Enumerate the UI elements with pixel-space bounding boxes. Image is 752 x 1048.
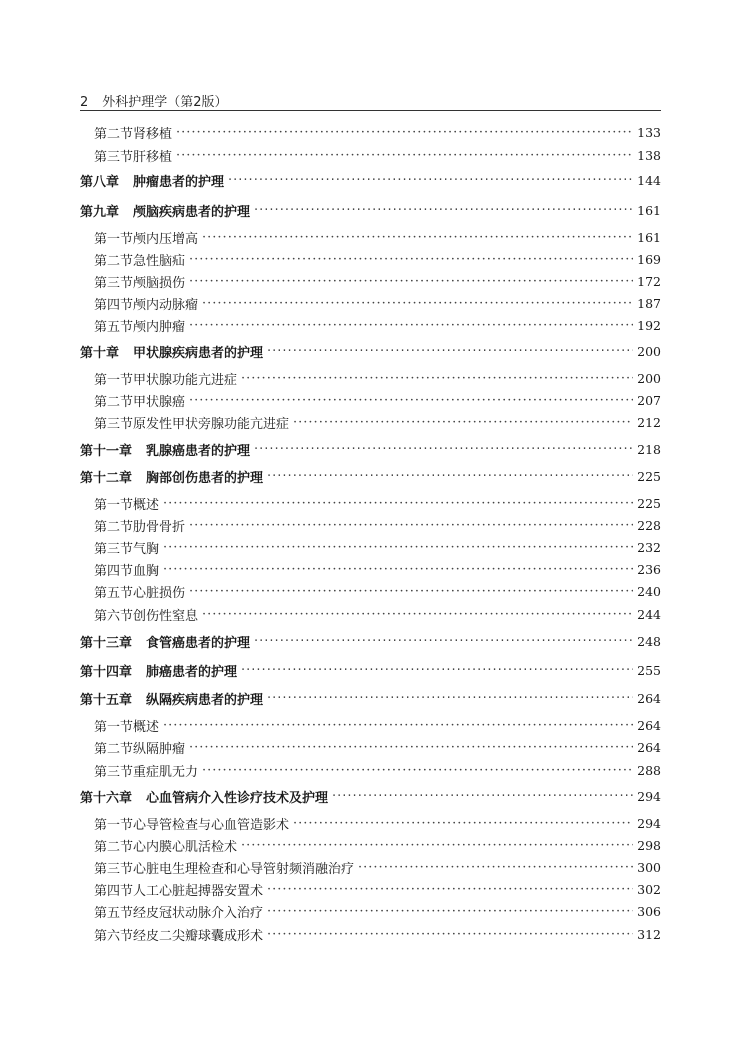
toc-chapter-entry [80, 200, 661, 220]
toc-entry-number: 第二节 [94, 741, 134, 757]
toc-entry-number: 第六节 [94, 608, 134, 624]
toc-leader-dots [254, 634, 633, 649]
toc-entry-page: 312 [637, 926, 661, 942]
toc-entry-number: 第二节 [94, 519, 134, 535]
toc-entry-title: 颅内压增高 [133, 231, 199, 247]
toc-leader-dots [293, 415, 633, 430]
toc-entry-page: 232 [637, 539, 661, 555]
toc-leader-dots [163, 718, 633, 733]
toc-entry-number: 第三节 [94, 764, 134, 780]
toc-chapter-entry [80, 439, 661, 459]
toc-leader-dots [267, 904, 633, 919]
toc-section-entry [80, 581, 661, 601]
toc-entry-page: 192 [637, 317, 661, 333]
toc-entry-page: 161 [637, 229, 661, 245]
toc-entry-number: 第八章 [80, 174, 120, 190]
toc-entry-number: 第十二章 [80, 470, 133, 486]
toc-entry-page: 240 [637, 583, 661, 599]
toc-entry-title: 肾移植 [133, 126, 173, 142]
toc-entry-title: 心脏损伤 [133, 585, 186, 601]
toc-entry-number: 第四节 [94, 563, 134, 579]
toc-entry-number: 第十四章 [80, 664, 133, 680]
header-rule [80, 110, 661, 111]
toc-entry-page: 264 [637, 717, 661, 733]
toc-section-entry [80, 315, 661, 335]
toc-entry-title: 急性脑疝 [133, 253, 186, 269]
toc-entry-number: 第九章 [80, 204, 120, 220]
toc-entry-title: 原发性甲状旁腺功能亢进症 [133, 416, 290, 432]
toc-entry-page: 244 [637, 606, 661, 622]
toc-chapter-entry [80, 466, 661, 486]
toc-section-entry [80, 227, 661, 247]
toc-entry-page: 161 [637, 202, 661, 218]
toc-section-entry [80, 515, 661, 535]
toc-entry-title: 肋骨骨折 [133, 519, 186, 535]
toc-entry-number: 第四节 [94, 297, 134, 313]
toc-entry-page: 288 [637, 762, 661, 778]
toc-entry-page: 302 [637, 881, 661, 897]
toc-entry-title: 甲状腺疾病患者的护理 [133, 345, 264, 361]
toc-section-entry [80, 249, 661, 269]
toc-section-entry [80, 737, 661, 757]
toc-entry-number: 第十一章 [80, 443, 133, 459]
toc-leader-dots [176, 125, 633, 140]
toc-section-entry [80, 715, 661, 735]
toc-entry-page: 172 [637, 273, 661, 289]
toc-section-entry [80, 760, 661, 780]
toc-leader-dots [267, 469, 633, 484]
toc-section-entry [80, 813, 661, 833]
toc-entry-number: 第十章 [80, 345, 120, 361]
toc-section-entry [80, 537, 661, 557]
toc-entry-number: 第二节 [94, 394, 134, 410]
toc-entry-number: 第二节 [94, 253, 134, 269]
toc-entry-title: 颅内肿瘤 [133, 319, 186, 335]
toc-entry-page: 248 [637, 633, 661, 649]
toc-entry-title: 纵隔肿瘤 [133, 741, 186, 757]
page-number: 2 [80, 95, 89, 110]
toc-entry-number: 第五节 [94, 905, 134, 921]
toc-leader-dots [241, 838, 633, 853]
toc-entry-title: 颅内动脉瘤 [133, 297, 199, 313]
toc-leader-dots [189, 274, 633, 289]
toc-entry-title: 心内膜心肌活检术 [133, 839, 238, 855]
toc-section-entry [80, 857, 661, 877]
toc-entry-page: 207 [637, 392, 661, 408]
toc-entry-number: 第十五章 [80, 692, 133, 708]
toc-leader-dots [254, 203, 633, 218]
toc-entry-title: 心血管病介入性诊疗技术及护理 [146, 790, 329, 806]
toc-leader-dots [202, 607, 633, 622]
toc-entry-page: 264 [637, 690, 661, 706]
toc-leader-dots [202, 230, 633, 245]
toc-section-entry [80, 879, 661, 899]
toc-entry-page: 306 [637, 903, 661, 919]
toc-leader-dots [163, 540, 633, 555]
toc-leader-dots [189, 318, 633, 333]
toc-entry-title: 经皮二尖瓣球囊成形术 [133, 928, 264, 944]
book-title: 外科护理学（第2版） [102, 95, 228, 110]
toc-entry-title: 纵隔疾病患者的护理 [146, 692, 264, 708]
toc-entry-number: 第五节 [94, 585, 134, 601]
toc-entry-title: 创伤性窒息 [133, 608, 199, 624]
toc-entry-page: 298 [637, 837, 661, 853]
toc-entry-number: 第十六章 [80, 790, 133, 806]
toc-section-entry [80, 145, 661, 165]
toc-entry-page: 228 [637, 517, 661, 533]
toc-entry-title: 重症肌无力 [133, 764, 199, 780]
toc-entry-page: 294 [637, 788, 661, 804]
toc-entry-title: 颅脑疾病患者的护理 [133, 204, 251, 220]
toc-leader-dots [202, 763, 633, 778]
toc-entry-page: 169 [637, 251, 661, 267]
toc-entry-page: 187 [637, 295, 661, 311]
toc-section-entry [80, 604, 661, 624]
toc-leader-dots [241, 663, 633, 678]
toc-section-entry [80, 271, 661, 291]
toc-section-entry [80, 412, 661, 432]
toc-entry-page: 236 [637, 561, 661, 577]
toc-entry-title: 甲状腺癌 [133, 394, 186, 410]
toc-section-entry [80, 368, 661, 388]
toc-entry-number: 第三节 [94, 541, 134, 557]
toc-chapter-entry [80, 786, 661, 806]
toc-leader-dots [189, 393, 633, 408]
toc-entry-page: 138 [637, 147, 661, 163]
toc-section-entry [80, 835, 661, 855]
toc-chapter-entry [80, 688, 661, 708]
toc-entry-title: 肝移植 [133, 149, 173, 165]
toc-section-entry [80, 559, 661, 579]
toc-leader-dots [202, 296, 633, 311]
toc-entry-number: 第六节 [94, 928, 134, 944]
toc-entry-number: 第三节 [94, 149, 134, 165]
toc-entry-number: 第一节 [94, 719, 134, 735]
toc-entry-title: 概述 [133, 719, 160, 735]
toc-entry-number: 第四节 [94, 883, 134, 899]
toc-leader-dots [189, 584, 633, 599]
toc-entry-title: 胸部创伤患者的护理 [146, 470, 264, 486]
running-header [80, 91, 661, 110]
toc-entry-number: 第一节 [94, 817, 134, 833]
toc-entry-title: 食管癌患者的护理 [146, 635, 251, 651]
toc-section-entry [80, 390, 661, 410]
toc-entry-title: 人工心脏起搏器安置术 [133, 883, 264, 899]
toc-entry-number: 第二节 [94, 839, 134, 855]
toc-chapter-entry [80, 341, 661, 361]
toc-section-entry [80, 293, 661, 313]
toc-entry-page: 264 [637, 739, 661, 755]
toc-entry-number: 第三节 [94, 861, 134, 877]
toc-entry-title: 气胸 [133, 541, 160, 557]
toc-entry-title: 心导管检查与心血管造影术 [133, 817, 290, 833]
toc-leader-dots [358, 860, 633, 875]
toc-leader-dots [228, 173, 633, 188]
toc-entry-page: 294 [637, 815, 661, 831]
toc-leader-dots [267, 882, 633, 897]
toc-entry-title: 经皮冠状动脉介入治疗 [133, 905, 264, 921]
toc-entry-number: 第五节 [94, 319, 134, 335]
toc-entry-number: 第一节 [94, 231, 134, 247]
toc-entry-number: 第三节 [94, 416, 134, 432]
toc-leader-dots [189, 740, 633, 755]
toc-leader-dots [254, 442, 633, 457]
toc-chapter-entry [80, 631, 661, 651]
toc-entry-page: 133 [637, 124, 661, 140]
toc-leader-dots [267, 344, 633, 359]
toc-entry-title: 乳腺癌患者的护理 [146, 443, 251, 459]
toc-section-entry [80, 493, 661, 513]
toc-entry-page: 200 [637, 370, 661, 386]
toc-leader-dots [293, 816, 633, 831]
toc-entry-number: 第一节 [94, 372, 134, 388]
toc-leader-dots [267, 927, 633, 942]
toc-entry-number: 第一节 [94, 497, 134, 513]
toc-leader-dots [332, 789, 633, 804]
toc-leader-dots [189, 518, 633, 533]
toc-entry-title: 心脏电生理检查和心导管射频消融治疗 [133, 861, 355, 877]
toc-leader-dots [163, 562, 633, 577]
toc-entry-title: 颅脑损伤 [133, 275, 186, 291]
toc-leader-dots [176, 148, 633, 163]
toc-section-entry [80, 122, 661, 142]
toc-entry-number: 第二节 [94, 126, 134, 142]
toc-entry-title: 血胸 [133, 563, 160, 579]
toc-entry-title: 肺癌患者的护理 [146, 664, 238, 680]
toc-leader-dots [189, 252, 633, 267]
toc-entry-page: 212 [637, 414, 661, 430]
toc-entry-page: 218 [637, 441, 661, 457]
toc-entry-title: 肿瘤患者的护理 [133, 174, 225, 190]
toc-section-entry [80, 901, 661, 921]
toc-leader-dots [267, 691, 633, 706]
toc-leader-dots [163, 496, 633, 511]
toc-entry-page: 300 [637, 859, 661, 875]
toc-section-entry [80, 924, 661, 944]
toc-entry-page: 225 [637, 468, 661, 484]
toc-entry-number: 第三节 [94, 275, 134, 291]
toc-entry-title: 甲状腺功能亢进症 [133, 372, 238, 388]
toc-chapter-entry [80, 170, 661, 190]
toc-chapter-entry [80, 660, 661, 680]
toc-entry-page: 144 [637, 172, 661, 188]
toc-entry-title: 概述 [133, 497, 160, 513]
toc-entry-number: 第十三章 [80, 635, 133, 651]
toc-entry-page: 255 [637, 662, 661, 678]
toc-entry-page: 200 [637, 343, 661, 359]
toc-leader-dots [241, 371, 633, 386]
toc-entry-page: 225 [637, 495, 661, 511]
